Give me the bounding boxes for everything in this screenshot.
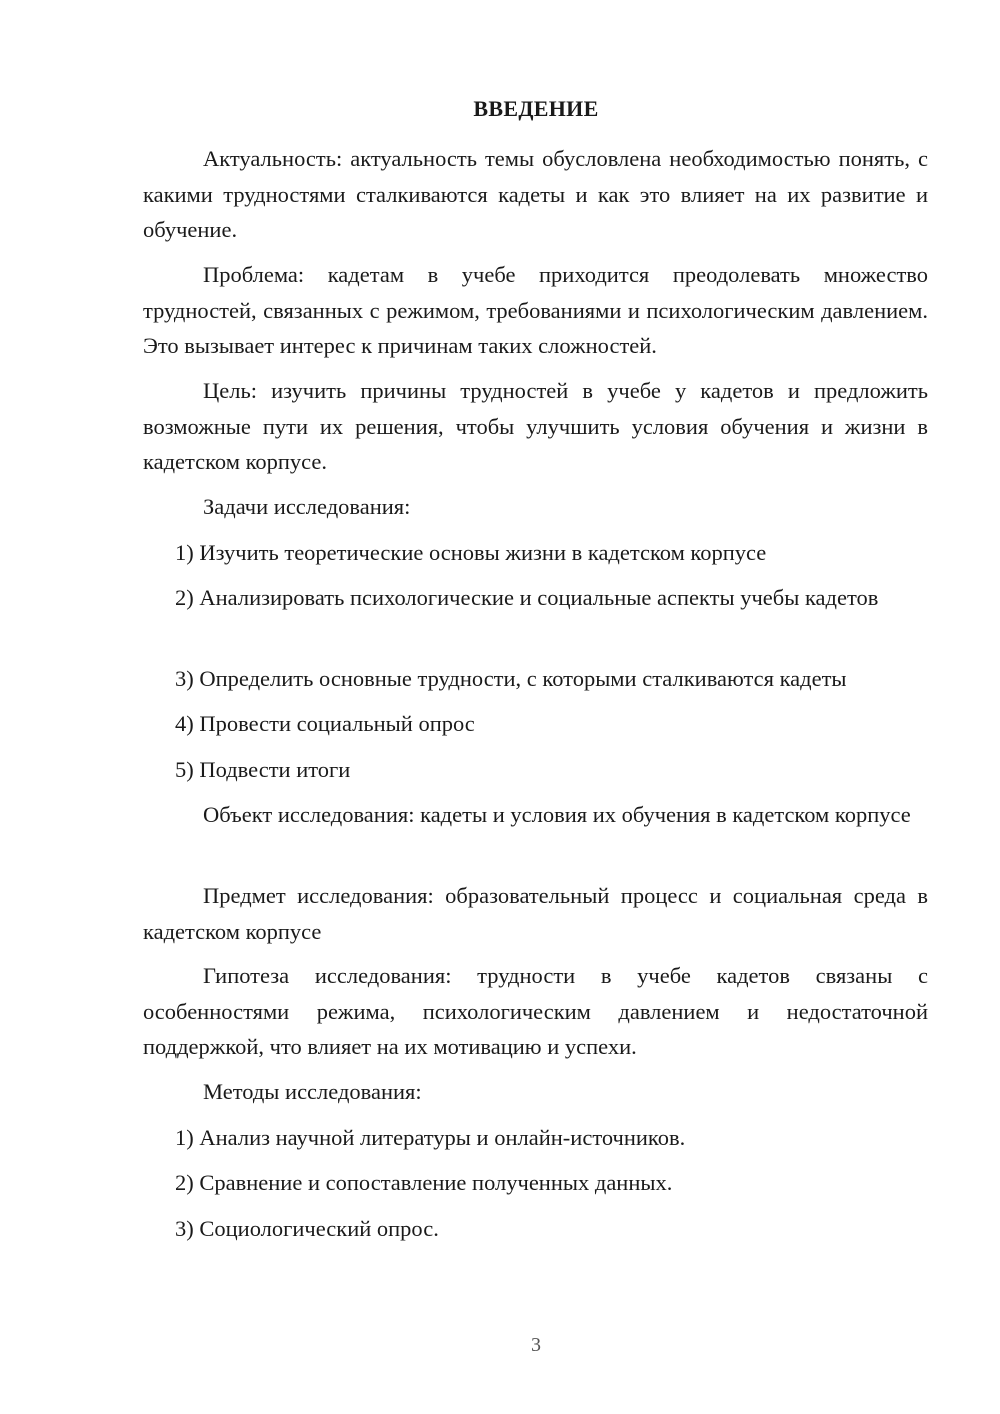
task-item-text: 1) Изучить теоретические основы жизни в кадетском корпусе — [175, 540, 767, 565]
task-item-2 — [143, 580, 928, 616]
method-item-3 — [143, 1211, 928, 1247]
subject-paragraph — [143, 878, 928, 949]
task-item-5 — [143, 752, 928, 788]
relevance-paragraph — [143, 141, 928, 248]
hypothesis-paragraph — [143, 958, 928, 1065]
object-text: Объект исследования: кадеты и условия их обучения в кадетском корпусе — [203, 802, 911, 827]
method-item-text: 1) Анализ научной литературы и онлайн-источников. — [175, 1125, 686, 1150]
tasks-heading-text: Задачи исследования: — [203, 494, 411, 519]
object-paragraph — [143, 797, 928, 833]
problem-paragraph — [143, 257, 928, 364]
goal-paragraph — [143, 373, 928, 480]
problem-text: Проблема: кадетам в учебе приходится преодолевать множество трудностей, связанных с режимом, требованиями и психологическим давлением. Это вызывает интерес к причинам таких сложностей. — [143, 262, 928, 358]
method-item-text: 2) Сравнение и сопоставление полученных данных. — [175, 1170, 673, 1195]
task-item-4 — [143, 706, 928, 742]
subject-text: Предмет исследования: образовательный процесс и социальная среда в кадетском корпусе — [143, 883, 928, 944]
method-item-1 — [143, 1120, 928, 1156]
methods-heading — [143, 1074, 928, 1110]
task-item-text: 4) Провести социальный опрос — [175, 711, 475, 736]
method-item-2 — [143, 1165, 928, 1201]
task-item-text: 2) Анализировать психологические и социальные аспекты учебы кадетов — [175, 585, 879, 610]
tasks-heading — [143, 489, 928, 525]
page-title: ВВЕДЕНИЕ — [473, 96, 599, 121]
goal-text: Цель: изучить причины трудностей в учебе у кадетов и предложить возможные пути их решения, чтобы улучшить условия обучения и жизни в кадетском корпусе. — [143, 378, 928, 474]
hypothesis-text: Гипотеза исследования: трудности в учебе кадетов связаны с особенностями режима, психологическим давлением и недостаточной поддержкой, что влияет на их мотивацию и успехи. — [143, 963, 928, 1059]
methods-heading-text: Методы исследования: — [203, 1079, 422, 1104]
relevance-text: Актуальность: актуальность темы обусловлена необходимостью понять, с какими трудностями сталкиваются кадеты и как это влияет на их развитие и обучение. — [143, 146, 928, 242]
task-item-1 — [143, 535, 928, 571]
task-item-text: 3) Определить основные трудности, с которыми сталкиваются кадеты — [175, 666, 847, 691]
page-number: 3 — [531, 1334, 541, 1356]
task-item-3 — [143, 661, 928, 697]
method-item-text: 3) Социологический опрос. — [175, 1216, 439, 1241]
task-item-text: 5) Подвести итоги — [175, 757, 351, 782]
